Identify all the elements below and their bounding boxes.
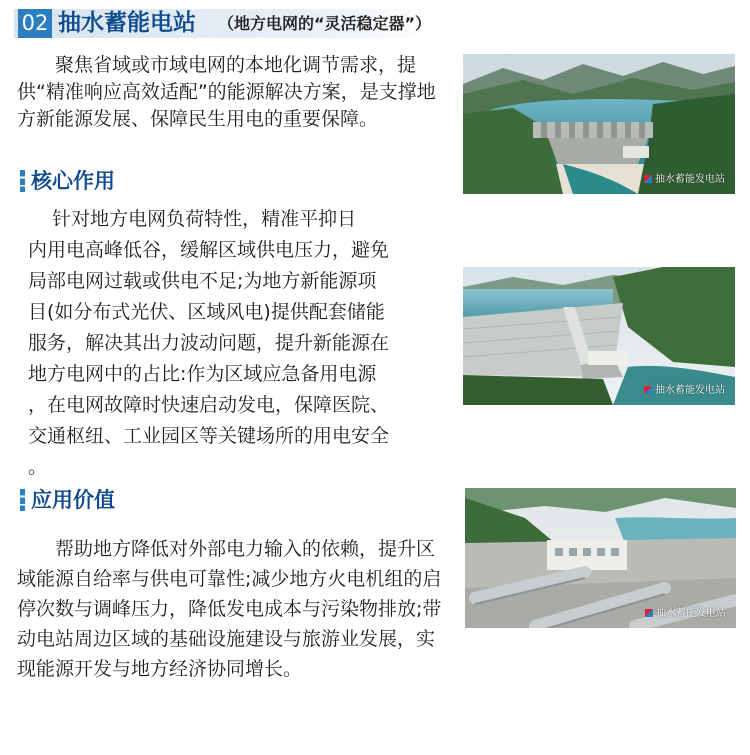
intro-paragraph: 聚焦省域或市域电网的本地化调节需求，提供“精准响应高效适配”的能源解决方案，是支撑地方新能源发展、保障民生用电的重要保障。 — [17, 54, 436, 130]
photo-caption — [644, 381, 725, 396]
logo-icon — [644, 175, 652, 183]
section-title: 抽水蓄能电站 — [58, 10, 196, 36]
core-role-heading — [20, 168, 115, 194]
core-role-line: 交通枢纽、工业园区等关键场所的用电安全 — [28, 425, 390, 447]
heading-bar-icon — [20, 489, 25, 511]
photo-caption — [644, 170, 725, 185]
heading-bar-icon — [20, 170, 25, 192]
section-number-badge: 02 — [18, 9, 52, 38]
dam-photo-3 — [465, 488, 736, 628]
photo-caption — [645, 604, 726, 619]
logo-icon — [645, 609, 653, 617]
photo-caption-text: 抽水蓄能发电站 — [655, 385, 725, 396]
section-subtitle: （地方电网的“灵活稳定器”） — [218, 14, 432, 33]
dam-photo-2 — [463, 267, 735, 405]
app-value-heading-text: 应用价值 — [31, 488, 115, 512]
core-role-line: 。 — [28, 456, 48, 478]
logo-icon — [644, 386, 652, 394]
core-role-line: 内用电高峰低谷，缓解区域供电压力，避免 — [28, 239, 390, 261]
core-role-line: 针对地方电网负荷特性，精准平抑日 — [28, 208, 357, 230]
app-value-heading — [20, 487, 115, 513]
core-role-line: 目(如分布式光伏、区域风电)提供配套储能 — [28, 301, 385, 323]
dam-photo-1 — [463, 54, 735, 194]
core-role-line: 服务，解决其出力波动问题，提升新能源在 — [28, 332, 390, 354]
core-role-line: 局部电网过载或供电不足;为地方新能源项 — [28, 270, 377, 292]
core-role-line: ，在电网故障时快速启动发电，保障医院、 — [28, 394, 390, 416]
photo-caption-text: 抽水蓄能发电站 — [655, 174, 725, 185]
core-role-paragraph — [28, 204, 438, 483]
app-value-paragraph: 帮助地方降低对外部电力输入的依赖，提升区域能源自给率与供电可靠性;减少地方火电机组的启停次数与调峰压力，降低发电成本与污染物排放;带动电站周边区域的基础设施建设与旅游业发展，实现能源开发与地方经济协同增长。 — [17, 538, 442, 680]
core-role-heading-text: 核心作用 — [31, 169, 115, 193]
photo-caption-text: 抽水蓄能发电站 — [656, 608, 726, 619]
core-role-line: 地方电网中的占比:作为区域应急备用电源 — [28, 363, 377, 385]
